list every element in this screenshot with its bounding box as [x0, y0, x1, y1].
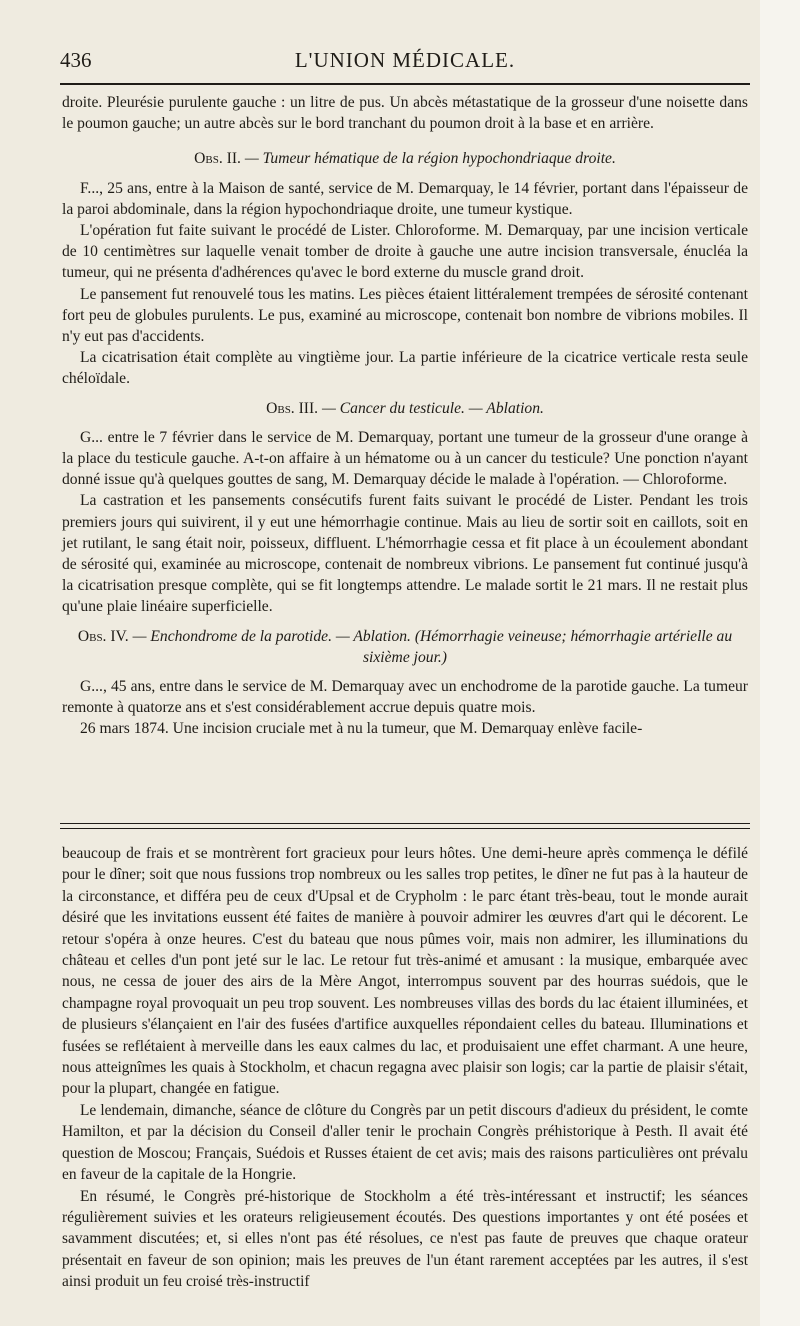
paragraph: droite. Pleurésie purulente gauche : un litre de pus. Un abcès métastatique de la grosseur d'une noisette dans le poumon gauche; un autre abcès sur le bord tranchant du poumon droit à la base et en arrière. [62, 94, 748, 133]
observation-heading [62, 148, 748, 169]
page-number: 436 [60, 48, 92, 72]
paragraph: beaucoup de frais et se montrèrent fort gracieux pour leurs hôtes. Une demi-heure après commença le défilé pour le dîner; soit que nous fussions trop nombreux ou les salles trop petites, le dîner ne fut pas à la hauteur de la circonstance, et différa peu de ceux d'Upsal et de Crypholm : le parc étant très-beau, tout le monde aurait désiré que les invitations eussent été faites de manière à pouvoir admirer les œuvres d'art qui le décorent. Le retour s'opéra à onze heures. C'est du bateau que nous pûmes voir, mais non admirer, les illuminations du château et celles d'un pont jeté sur le lac. Le retour fut très-animé et amusant : la musique, embarquée avec nous, ne cessa de jouer des airs de la Mère Angot, interrompus souvent par des hourras suédois, que le champagne royal provoquait un peu trop souvent. Les nombreuses villas des bords du lac étaient illuminées, et de plusieurs s'élançaient en l'air des fusées d'artifice auxquelles répondaient celles du bateau. Illuminations et fusées se reflétaient à merveille dans les eaux calmes du lac, et produisaient une effet charmant. A une heure, nous atteignîmes les quais à Stockholm, et chacun regagna avec plaisir son logis; car la partie de plaisir s'était, pour la plupart, changée en fatigue. [62, 845, 748, 1098]
section-divider [60, 823, 750, 829]
feuilleton-article [62, 843, 748, 1293]
paragraph: G..., 45 ans, entre dans le service de M. Demarquay avec un enchodrome de la parotide gauche. La tumeur remonte à quatorze ans et s'est considérablement accrue depuis quatre mois. [62, 678, 748, 717]
paragraph: L'opération fut faite suivant le procédé de Lister. Chloroforme. M. Demarquay, par une incision verticale de 10 centimètres sur laquelle venait tomber de droite à gauche une autre incision transversale, énucléa la tumeur, qui ne présenta d'adhérences qu'avec le bord externe du muscle grand droit. [62, 222, 748, 282]
paragraph: F..., 25 ans, entre à la Maison de santé, service de M. Demarquay, le 14 février, portant dans l'épaisseur de la paroi abdominale, dans la région hypochondriaque droite, une tumeur kystique. [62, 179, 748, 218]
observation-label: Obs. III. [266, 399, 319, 417]
paragraph: G... entre le 7 février dans le service de M. Demarquay, portant une tumeur de la grosseur d'une orange à la place du testicule gauche. A-t-on affaire à un hématome ou à un cancer du testicule? Une ponction n'ayant donné issue qu'à quelques gouttes de sang, M. Demarquay décide le malade à l'opération. — Chloroforme. [62, 428, 748, 489]
running-title: L'UNION MÉDICALE. [294, 48, 516, 72]
paragraph: La castration et les pansements consécutifs furent faits suivant le procédé de Lister. Pendant les trois premiers jours qui suivirent, il y eut une hémorrhagie continue. Mais au lieu de sortir soit en caillots, soit en jet rutilant, le sang était noir, poisseux, diffluent. L'hémorrhagie cessa et fit place à un écoulement abondant de sérosité qui, examinée au microscope, contenait de nombreux vibrions. Le pansement fut continué jusqu'à la cicatrisation presque complète, qui se fit longtemps attendre. Le malade sortit le 21 mars. Il ne restait plus qu'une plaie linéaire superficielle. [62, 492, 748, 616]
observation-label: Obs. IV. [77, 627, 129, 645]
paragraph: Le lendemain, dimanche, séance de clôture du Congrès par un petit discours d'adieux du président, le comte Hamilton, et par la décision du Conseil d'aller tenir le prochain Congrès préhistorique à Pesth. Il avait été question de Moscou; Français, Suédois et Russes étaient de cet avis; mais des raisons particulières ont prévalu en faveur de la capitale de la Hongrie. [62, 1101, 748, 1184]
paragraph: 26 mars 1874. Une incision cruciale met à nu la tumeur, que M. Demarquay enlève facile- [80, 720, 643, 738]
observation-label: Obs. II. [194, 150, 241, 168]
observation-heading [62, 398, 748, 419]
observation-title: — Enchondrome de la parotide. — Ablation. (Hémorrhagie veineuse; hémorrhagie artérielle au sixième jour.) [128, 627, 733, 666]
paragraph: Le pansement fut renouvelé tous les matins. Les pièces étaient littéralement trempées de sérosité contenant fort peu de globules purulents. Le pus, examiné au microscope, contenait bon nombre de vibrions mobiles. Il n'y eut pas d'accidents. [62, 285, 748, 346]
medical-article [62, 92, 748, 740]
page-margin [760, 0, 800, 1326]
observation-title: — Cancer du testicule. — Ablation. [318, 399, 544, 417]
observation-heading [62, 626, 748, 668]
page-header [60, 48, 750, 78]
observation-title: — Tumeur hématique de la région hypochondriaque droite. [240, 150, 616, 168]
paragraph: La cicatrisation était complète au vingtième jour. La partie inférieure de la cicatrice verticale resta seule chéloïdale. [62, 349, 748, 388]
paragraph: En résumé, le Congrès pré-historique de Stockholm a été très-intéressant et instructif; les séances régulièrement suivies et les orateurs religieusement écoutés. Des questions importantes y ont été posées et savamment discutées; et, si elles n'ont pas été résolues, ce n'est pas faute de preuves que chaque orateur présentait en faveur de son opinion; mais les preuves de l'un étant rarement acceptées par les autres, il s'est ainsi produit un feu croisé très-instructif [62, 1187, 748, 1291]
header-rule [60, 83, 750, 85]
